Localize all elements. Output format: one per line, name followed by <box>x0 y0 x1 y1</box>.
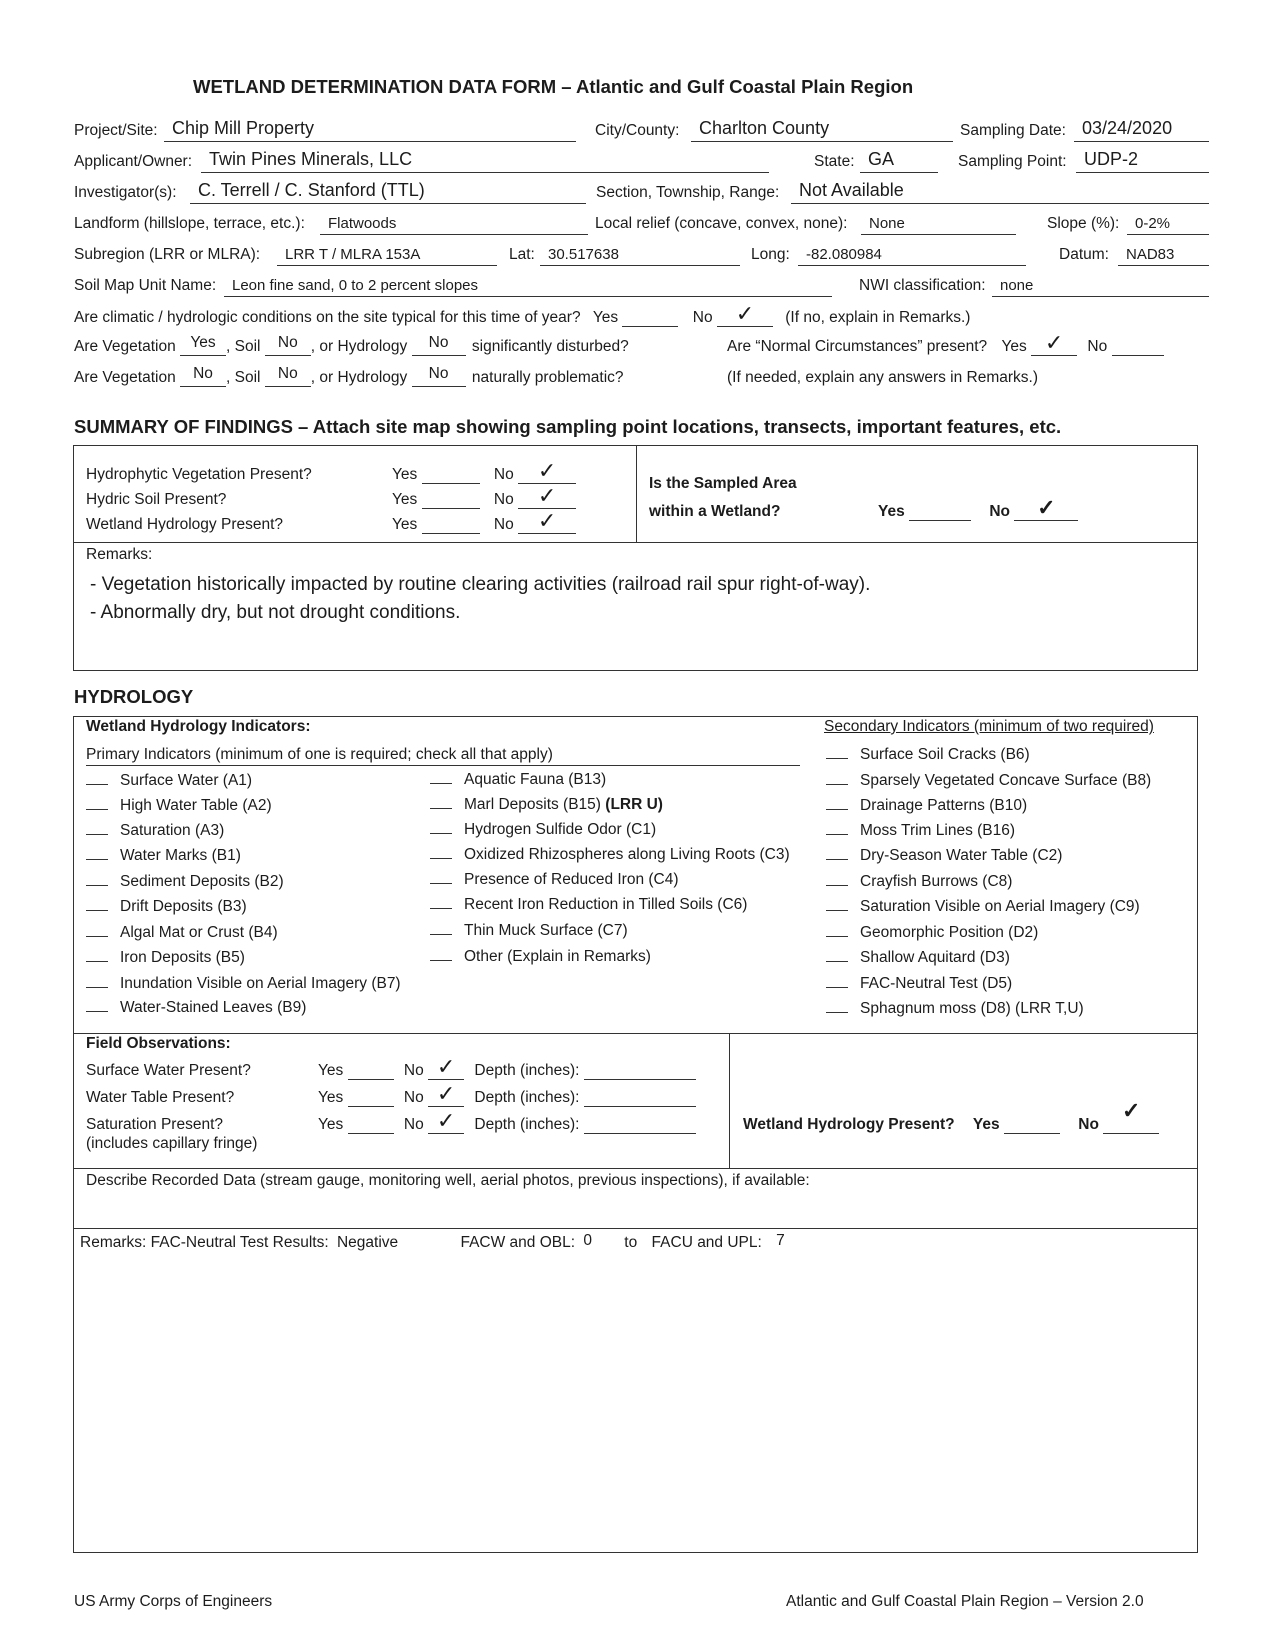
disturbed-vegetation-field[interactable]: Yes <box>180 338 226 356</box>
sampled-area-line2: within a Wetland? <box>649 503 781 520</box>
saturation-depth-field[interactable] <box>584 1116 696 1134</box>
slope-label: Slope (%): <box>1047 215 1120 232</box>
summary-remark-2: - Abnormally dry, but not drought conditions. <box>90 602 461 623</box>
field-surface-water-answer: Yes No ✓ Depth (inches): <box>318 1062 696 1080</box>
surface-water-no-blank[interactable] <box>428 1054 464 1080</box>
datum-field[interactable]: NAD83 <box>1118 242 1209 266</box>
city-field[interactable]: Charlton County <box>691 118 953 142</box>
footer-left: US Army Corps of Engineers <box>74 1593 273 1610</box>
investigator-field[interactable]: C. Terrell / C. Stanford (TTL) <box>190 180 586 204</box>
long-field[interactable]: -82.080984 <box>798 242 1026 266</box>
saturation-no-blank[interactable] <box>428 1108 464 1134</box>
lat-label: Lat: <box>509 246 535 263</box>
header-row-applicant <box>74 149 1209 173</box>
field-saturation-answer: Yes No ✓ Depth (inches): <box>318 1116 696 1134</box>
indicator-saturation[interactable]: Saturation (A3) <box>86 822 224 840</box>
water-table-yes-blank[interactable] <box>348 1089 394 1107</box>
sampling-point-field[interactable]: UDP-2 <box>1076 149 1209 173</box>
lat-field[interactable]: 30.517638 <box>540 242 740 266</box>
disturbed-hydrology-field[interactable]: No <box>412 338 466 356</box>
soil-map-label: Soil Map Unit Name: <box>74 277 217 294</box>
secondary-fac-neutral-test[interactable]: FAC-Neutral Test (D5) <box>826 975 1012 993</box>
form-title: WETLAND DETERMINATION DATA FORM – Atlantic and Gulf Coastal Plain Region <box>193 76 914 97</box>
surface-water-no-checkmark: ✓ <box>436 1054 456 1079</box>
indicator-algal-mat[interactable]: Algal Mat or Crust (B4) <box>86 924 278 942</box>
summary-soil-answer: Yes No ✓ <box>392 491 576 509</box>
secondary-geomorphic-position[interactable]: Geomorphic Position (D2) <box>826 924 1038 942</box>
project-label: Project/Site: <box>74 122 158 139</box>
summary-hydrology-answer: Yes No ✓ <box>392 516 576 534</box>
sampled-yes-blank[interactable] <box>909 503 971 521</box>
climatic-no-checkmark: ✓ <box>735 301 755 326</box>
surface-water-depth-field[interactable] <box>584 1062 696 1080</box>
sampled-area-line1: Is the Sampled Area <box>649 475 797 492</box>
secondary-moss-trim-lines[interactable]: Moss Trim Lines (B16) <box>826 822 1015 840</box>
soil-no-blank[interactable] <box>518 483 576 509</box>
indicator-aquatic-fauna[interactable]: Aquatic Fauna (B13) <box>430 771 606 789</box>
hydrology-remarks: Remarks: FAC-Neutral Test Results: Negative FACW and OBL: 0 to FACU and UPL: 7 <box>80 1232 785 1251</box>
climatic-question: Are climatic / hydrologic conditions on the site typical for this time of year? Yes No ✓ (If no, explain in Remarks.) <box>74 301 971 326</box>
soil-yes-blank[interactable] <box>422 491 480 509</box>
field-water-table-answer: Yes No ✓ Depth (inches): <box>318 1089 696 1107</box>
indicator-drift-deposits[interactable]: Drift Deposits (B3) <box>86 898 247 916</box>
header-row-investigator <box>74 180 1209 204</box>
header-row-subregion <box>74 242 1209 266</box>
header-row-project <box>74 118 1209 142</box>
relief-field[interactable]: None <box>861 211 1016 235</box>
water-table-depth-field[interactable] <box>584 1089 696 1107</box>
indicator-thin-muck[interactable]: Thin Muck Surface (C7) <box>430 922 628 940</box>
wetland-hydrology-yes-blank[interactable] <box>1004 1116 1060 1134</box>
field-water-table-label: Water Table Present? <box>86 1089 235 1106</box>
hydrology-no-blank[interactable] <box>518 508 576 534</box>
city-label: City/County: <box>595 122 680 139</box>
summary-remarks-label: Remarks: <box>86 546 153 563</box>
wetland-hydrology-no-blank[interactable] <box>1103 1098 1159 1134</box>
applicant-field[interactable]: Twin Pines Minerals, LLC <box>201 149 769 173</box>
field-obs-bottom-divider <box>73 1168 1198 1169</box>
vegetation-yes-blank[interactable] <box>422 466 480 484</box>
field-saturation-label: Saturation Present? <box>86 1116 224 1133</box>
indicator-reduced-iron[interactable]: Presence of Reduced Iron (C4) <box>430 871 679 889</box>
summary-row-hydrology: Wetland Hydrology Present? <box>86 516 284 533</box>
secondary-indicators-title: Secondary Indicators (minimum of two required) <box>824 718 1154 735</box>
explain-note: (If needed, explain any answers in Remarks.) <box>727 369 1039 386</box>
secondary-saturation-visible[interactable]: Saturation Visible on Aerial Imagery (C9) <box>826 898 1140 916</box>
field-fringe-note: (includes capillary fringe) <box>86 1135 258 1152</box>
indicators-bottom-divider <box>73 1033 1198 1034</box>
project-field[interactable]: Chip Mill Property <box>164 118 576 142</box>
header-row-soil <box>74 273 1209 297</box>
summary-divider <box>73 542 1198 543</box>
problematic-question: Are Vegetation No , Soil No , or Hydrology No naturally problematic? <box>74 365 624 386</box>
investigator-label: Investigator(s): <box>74 184 177 201</box>
summary-vegetation-answer: Yes No ✓ <box>392 466 576 484</box>
normal-no-blank[interactable] <box>1112 338 1164 356</box>
hydrology-no-checkmark: ✓ <box>537 508 557 533</box>
summary-vertical-divider <box>636 445 637 542</box>
vegetation-no-checkmark: ✓ <box>537 458 557 483</box>
long-label: Long: <box>751 246 790 263</box>
footer-right: Atlantic and Gulf Coastal Plain Region – Version 2.0 <box>786 1593 1144 1610</box>
nwi-label: NWI classification: <box>859 277 986 294</box>
primary-indicators-title: Primary Indicators (minimum of one is required; check all that apply) <box>86 746 800 766</box>
indicator-surface-water[interactable]: Surface Water (A1) <box>86 772 252 790</box>
water-table-no-blank[interactable] <box>428 1081 464 1107</box>
indicator-hydrogen-sulfide[interactable]: Hydrogen Sulfide Odor (C1) <box>430 821 656 839</box>
secondary-shallow-aquitard[interactable]: Shallow Aquitard (D3) <box>826 949 1010 967</box>
secondary-drainage-patterns[interactable]: Drainage Patterns (B10) <box>826 797 1027 815</box>
state-field[interactable]: GA <box>860 149 938 173</box>
climatic-no-blank[interactable] <box>717 301 773 327</box>
summary-heading: SUMMARY OF FINDINGS – Attach site map showing sampling point locations, transects, important features, etc. <box>74 416 1062 437</box>
section-field[interactable]: Not Available <box>791 180 1209 204</box>
problematic-soil-field[interactable]: No <box>265 369 311 387</box>
field-observations-title: Field Observations: <box>86 1035 231 1052</box>
normal-yes-checkmark: ✓ <box>1044 330 1064 355</box>
recorded-data-label: Describe Recorded Data (stream gauge, monitoring well, aerial photos, previous inspections), if available: <box>86 1172 810 1189</box>
state-label: State: <box>814 153 855 170</box>
section-label: Section, Township, Range: <box>596 184 780 201</box>
secondary-sparsely-vegetated[interactable]: Sparsely Vegetated Concave Surface (B8) <box>826 772 1151 790</box>
datum-label: Datum: <box>1059 246 1109 263</box>
summary-remark-1: - Vegetation historically impacted by routine clearing activities (railroad rail spur right-of-way). <box>90 574 871 595</box>
wetland-indicators-title: Wetland Hydrology Indicators: <box>86 718 311 735</box>
hydrology-yes-blank[interactable] <box>422 516 480 534</box>
indicator-marl-deposits[interactable]: Marl Deposits (B15) (LRR U) <box>430 796 663 814</box>
indicator-sediment-deposits[interactable]: Sediment Deposits (B2) <box>86 873 284 891</box>
field-obs-vertical-divider <box>729 1033 730 1168</box>
field-surface-water-label: Surface Water Present? <box>86 1062 251 1079</box>
sampled-no-blank[interactable] <box>1014 495 1078 521</box>
secondary-sphagnum-moss[interactable]: Sphagnum moss (D8) (LRR T,U) <box>826 1000 1084 1018</box>
landform-label: Landform (hillslope, terrace, etc.): <box>74 215 305 232</box>
summary-row-soil: Hydric Soil Present? <box>86 491 227 508</box>
landform-field[interactable]: Flatwoods <box>320 211 588 235</box>
normal-circumstances-question: Are “Normal Circumstances” present? Yes ✓ No <box>727 338 1164 356</box>
indicator-oxidized-rhizospheres[interactable]: Oxidized Rhizospheres along Living Roots (C3) <box>430 846 790 864</box>
indicator-water-marks[interactable]: Water Marks (B1) <box>86 847 241 865</box>
climatic-yes-blank[interactable] <box>622 309 678 327</box>
indicator-water-stained-leaves[interactable]: Water-Stained Leaves (B9) <box>86 999 306 1017</box>
sampled-area-answer: Yes No ✓ <box>878 503 1078 521</box>
nwi-field[interactable]: none <box>992 273 1209 297</box>
summary-row-vegetation: Hydrophytic Vegetation Present? <box>86 466 312 483</box>
sampling-date-label: Sampling Date: <box>960 122 1066 139</box>
disturbed-question: Are Vegetation Yes , Soil No , or Hydrology No significantly disturbed? <box>74 334 629 355</box>
hydrology-heading: HYDROLOGY <box>74 686 194 707</box>
wetland-hydrology-present: Wetland Hydrology Present? Yes No ✓ <box>743 1116 1159 1134</box>
indicator-inundation-visible[interactable]: Inundation Visible on Aerial Imagery (B7) <box>86 975 401 993</box>
secondary-dry-season-water-table[interactable]: Dry-Season Water Table (C2) <box>826 847 1062 865</box>
saturation-no-checkmark: ✓ <box>436 1108 456 1133</box>
indicator-iron-deposits[interactable]: Iron Deposits (B5) <box>86 949 245 967</box>
indicator-high-water-table[interactable]: High Water Table (A2) <box>86 797 272 815</box>
secondary-crayfish-burrows[interactable]: Crayfish Burrows (C8) <box>826 873 1012 891</box>
indicator-other[interactable]: Other (Explain in Remarks) <box>430 948 651 966</box>
applicant-label: Applicant/Owner: <box>74 153 193 170</box>
wetland-hydrology-no-checkmark: ✓ <box>1122 1098 1141 1123</box>
relief-label: Local relief (concave, convex, none): <box>595 215 848 232</box>
problematic-vegetation-field[interactable]: No <box>180 369 226 387</box>
disturbed-soil-field[interactable]: No <box>265 338 311 356</box>
header-row-landform <box>74 211 1209 235</box>
saturation-yes-blank[interactable] <box>348 1116 394 1134</box>
sampling-point-label: Sampling Point: <box>958 153 1067 170</box>
surface-water-yes-blank[interactable] <box>348 1062 394 1080</box>
indicator-recent-iron-reduction[interactable]: Recent Iron Reduction in Tilled Soils (C6) <box>430 896 747 914</box>
subregion-field[interactable]: LRR T / MLRA 153A <box>277 242 497 266</box>
soil-no-checkmark: ✓ <box>537 483 557 508</box>
sampling-date-field[interactable]: 03/24/2020 <box>1074 118 1209 142</box>
slope-field[interactable]: 0-2% <box>1127 211 1209 235</box>
recorded-bottom-divider <box>73 1228 1198 1229</box>
normal-yes-blank[interactable] <box>1031 330 1077 356</box>
vegetation-no-blank[interactable] <box>518 458 576 484</box>
soil-map-field[interactable]: Leon fine sand, 0 to 2 percent slopes <box>224 273 832 297</box>
sampled-no-checkmark: ✓ <box>1037 495 1056 520</box>
water-table-no-checkmark: ✓ <box>436 1081 456 1106</box>
problematic-hydrology-field[interactable]: No <box>412 369 466 387</box>
secondary-surface-soil-cracks[interactable]: Surface Soil Cracks (B6) <box>826 746 1030 764</box>
subregion-label: Subregion (LRR or MLRA): <box>74 246 261 263</box>
